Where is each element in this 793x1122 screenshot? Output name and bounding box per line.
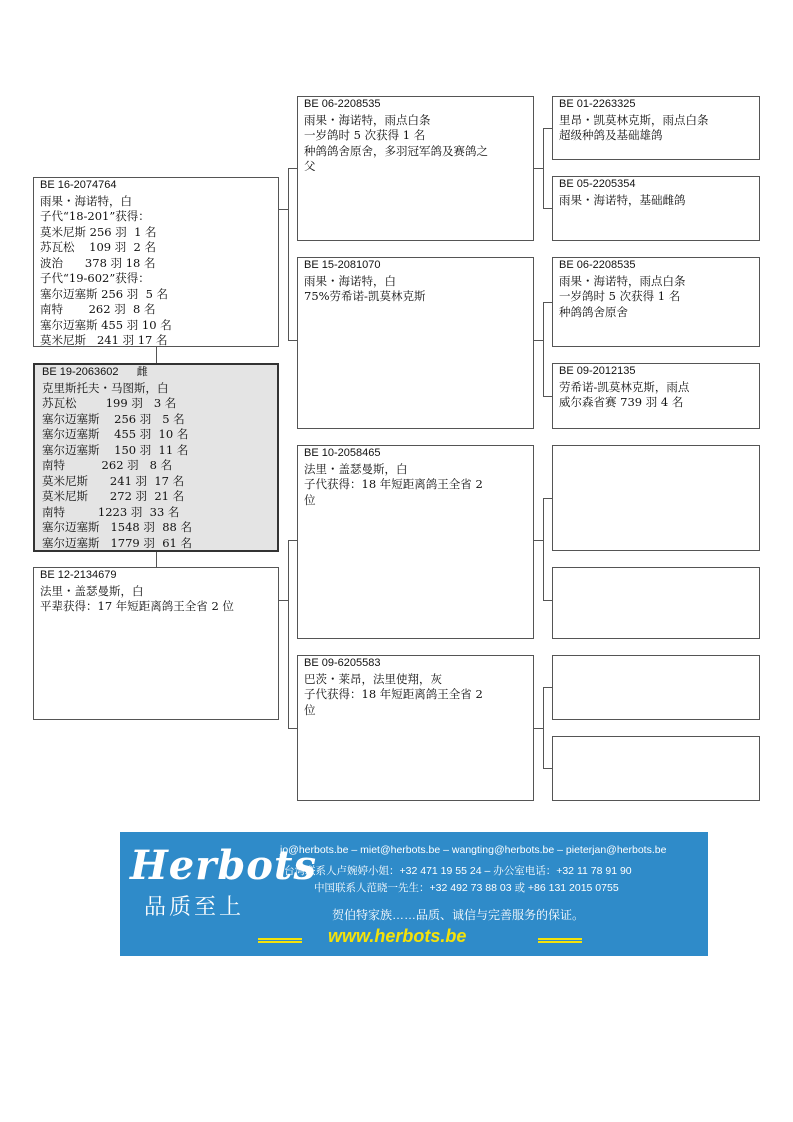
detail-line: 塞尔迈塞斯 1779 羽 61 名	[42, 535, 192, 550]
connector-sd-vertical	[543, 302, 544, 396]
connector-to-sdd	[543, 396, 552, 397]
dd-dam-box	[552, 736, 760, 801]
dam-sire-ring: BE 10-2058465	[304, 447, 381, 459]
tagline: 贺伯特家族……品质、诚信与完善服务的保证。	[332, 908, 585, 922]
ss-dam-box	[552, 176, 760, 241]
dam-box	[33, 567, 279, 720]
connector-dam-out	[279, 600, 288, 601]
detail-line: 波治 378 羽 18 名	[40, 255, 156, 270]
detail-line: 苏瓦松 199 羽 3 名	[42, 396, 177, 410]
connector-subject-dam	[156, 552, 157, 567]
connector-dam-vertical	[288, 540, 289, 728]
dam-dam-details	[304, 672, 527, 719]
connector-to-dd	[288, 728, 297, 729]
connector-ds-vertical	[543, 498, 544, 600]
detail-line: 塞尔迈塞斯 256 羽 5 名	[40, 286, 169, 301]
detail-line: 里昂・凯莫林克斯，雨点白条	[559, 112, 709, 127]
detail-line: 塞尔迈塞斯 455 羽 10 名	[40, 317, 172, 332]
sd-dam-ring: BE 09-2012135	[559, 365, 636, 377]
detail-line: 法里・盖瑟曼斯，白	[304, 461, 408, 476]
sire-details	[40, 194, 272, 349]
connector-to-sd	[288, 340, 297, 341]
ss-sire-ring: BE 01-2263325	[559, 98, 636, 110]
subject-sex: 雌	[136, 366, 148, 378]
subject-box	[33, 363, 279, 552]
detail-line: 种鸽鸽舍原舍，多羽冠军鸽及赛鸽之	[304, 143, 488, 158]
connector-to-sds	[543, 302, 552, 303]
detail-line: 法里・盖瑟曼斯，白	[40, 583, 144, 598]
detail-line: 莫米尼斯 241 羽 17 名	[40, 333, 168, 347]
subject-details	[42, 381, 270, 552]
website-link[interactable]: www.herbots.be	[328, 926, 467, 946]
detail-line: 75%劳希诺-凯莫林克斯	[304, 289, 426, 303]
detail-line: 南特 1223 羽 33 名	[42, 504, 180, 519]
sire-box	[33, 177, 279, 347]
detail-line: 莫米尼斯 272 羽 21 名	[42, 489, 185, 503]
sd-sire-details	[559, 274, 753, 321]
detail-line: 塞尔迈塞斯 455 羽 10 名	[42, 427, 189, 441]
sire-dam-details	[304, 274, 527, 305]
subject-ring: BE 19-2063602	[42, 366, 119, 378]
detail-line: 位	[304, 492, 316, 507]
connector-to-ss	[288, 168, 297, 169]
detail-line: 种鸽鸽舍原舍	[559, 304, 628, 319]
sire-sire-details	[304, 113, 527, 175]
connector-sire-subject	[156, 347, 157, 363]
left-decoration	[258, 938, 302, 943]
connector-to-dss	[543, 498, 552, 499]
detail-line: 塞尔迈塞斯 1548 羽 88 名	[42, 520, 192, 534]
sire-sire-box	[297, 96, 534, 241]
ss-dam-ring: BE 05-2205354	[559, 178, 636, 190]
detail-line: 雨果・海诺特，基础雌鸽	[559, 192, 686, 207]
connector-dd-vertical	[543, 687, 544, 768]
ss-sire-details	[559, 113, 753, 144]
sd-sire-ring: BE 06-2208535	[559, 259, 636, 271]
detail-line: 子代“18-201”获得：	[40, 209, 150, 223]
dam-sire-details	[304, 462, 527, 509]
connector-sire-out	[279, 209, 288, 210]
connector-to-sss	[543, 128, 552, 129]
detail-line: 莫米尼斯 241 羽 17 名	[42, 473, 185, 488]
connector-sd-out	[534, 340, 543, 341]
taiwan-contact: 台湾联系人卢婉婷小姐：+32 471 19 55 24 – 办公室电话：+32 11 78 91 90	[284, 865, 632, 877]
connector-sire-vertical	[288, 168, 289, 340]
ss-dam-details	[559, 193, 753, 209]
sd-sire-box	[552, 257, 760, 347]
dam-ring: BE 12-2134679	[40, 569, 117, 581]
detail-line: 父	[304, 159, 316, 173]
detail-line: 苏瓦松 109 羽 2 名	[40, 240, 157, 254]
subject-ring-line	[42, 365, 270, 381]
dam-details	[40, 584, 272, 615]
ds-sire-box	[552, 445, 760, 551]
china-contact: 中国联系人范晓一先生：+32 492 73 88 03 或 +86 131 2015 0755	[314, 882, 619, 894]
ss-sire-box	[552, 96, 760, 160]
detail-line: 一岁鸽时 5 次获得 1 名	[304, 128, 426, 142]
detail-line: 塞尔迈塞斯 256 羽 5 名	[42, 411, 185, 426]
logo-slogan: 品质至上	[144, 895, 245, 920]
herbots-banner	[120, 832, 708, 956]
email-line[interactable]: jo@herbots.be – miet@herbots.be – wangting@herbots.be – pieterjan@herbots.be	[280, 844, 667, 856]
dam-dam-box	[297, 655, 534, 801]
sire-dam-ring: BE 15-2081070	[304, 259, 381, 271]
connector-to-ds	[288, 540, 297, 541]
connector-to-dds	[543, 687, 552, 688]
herbots-logo: Herbots	[130, 842, 317, 889]
detail-line: 雨果・海诺特，白	[304, 273, 396, 288]
sd-dam-box	[552, 363, 760, 429]
dd-sire-box	[552, 655, 760, 720]
detail-line: 南特 262 羽 8 名	[40, 302, 156, 316]
dam-sire-box	[297, 445, 534, 639]
connector-ds-out	[534, 540, 543, 541]
detail-line: 一岁鸽时 5 次获得 1 名	[559, 289, 681, 303]
connector-ss-out	[534, 168, 543, 169]
detail-line: 位	[304, 702, 316, 717]
detail-line: 子代获得：18 年短距离鸽王全省 2	[304, 477, 483, 491]
sire-dam-box	[297, 257, 534, 429]
connector-dd-out	[534, 728, 543, 729]
right-decoration	[538, 938, 582, 943]
detail-line: 巴茨・莱昂，法里使翔，灰	[304, 671, 442, 686]
detail-line: 子代“19-602”获得：	[40, 271, 150, 285]
detail-line: 超级种鸽及基础雄鸽	[559, 128, 663, 142]
connector-to-ddd	[543, 768, 552, 769]
connector-to-dsd	[543, 600, 552, 601]
detail-line: 雨果・海诺特，白	[40, 193, 132, 208]
detail-line: 威尔森省赛 739 羽 4 名	[559, 395, 684, 409]
ds-dam-box	[552, 567, 760, 639]
detail-line: 雨果・海诺特，雨点白条	[559, 273, 686, 288]
detail-line: 劳希诺-凯莫林克斯，雨点	[559, 379, 690, 394]
detail-line: 子代获得：18 年短距离鸽王全省 2	[304, 687, 483, 701]
detail-line: 南特 262 羽 8 名	[42, 458, 173, 472]
connector-to-ssd	[543, 208, 552, 209]
detail-line: 雨果・海诺特，雨点白条	[304, 112, 431, 127]
connector-ss-vertical	[543, 128, 544, 208]
detail-line: 克里斯托夫・马图斯，白	[42, 380, 169, 395]
detail-line: 平辈获得：17 年短距离鸽王全省 2 位	[40, 599, 234, 613]
detail-line: 莫米尼斯 256 羽 1 名	[40, 224, 157, 239]
sire-ring: BE 16-2074764	[40, 179, 117, 191]
sire-sire-ring: BE 06-2208535	[304, 98, 381, 110]
sd-dam-details	[559, 380, 753, 411]
dam-dam-ring: BE 09-6205583	[304, 657, 381, 669]
detail-line: 塞尔迈塞斯 150 羽 11 名	[42, 442, 189, 457]
